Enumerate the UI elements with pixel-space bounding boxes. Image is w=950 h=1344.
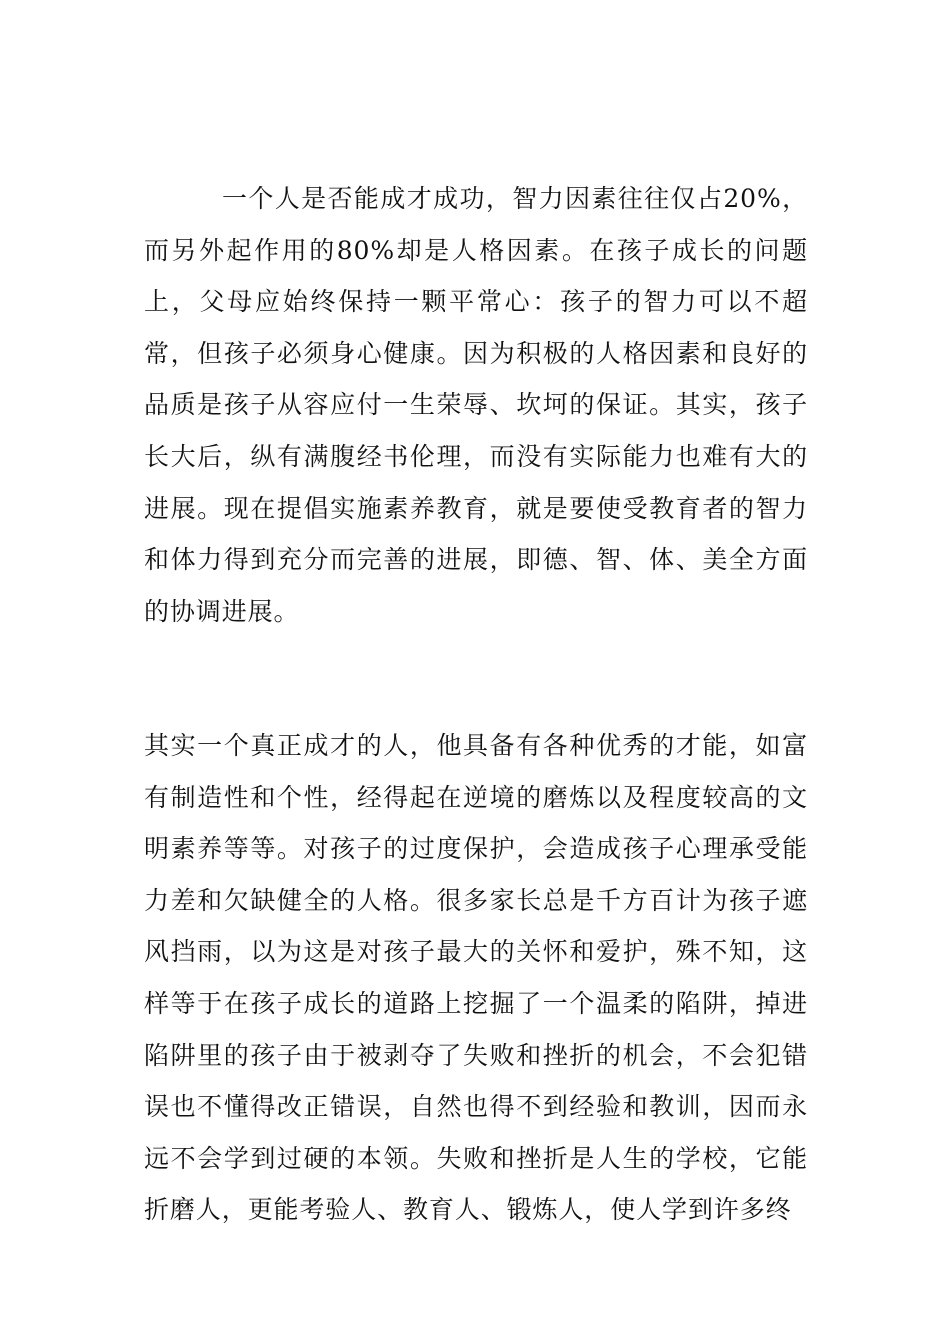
paragraph-overprotection: 其实一个真正成才的人，他具备有各种优秀的才能，如富有制造性和个性，经得起在逆境的磨炼以及程度较高的文明素养等等。对孩子的过度保护，会造成孩子心理承受能力差和欠缺健全的人格。很多家长总是千方百计为孩子遮风挡雨，以为这是对孩子最大的关怀和爱护，殊不知，这样等于在孩子成长的道路上挖掘了一个温柔的陷阱，掉进陷阱里的孩子由于被剥夺了失败和挫折的机会，不会犯错误也不懂得改正错误，自然也得不到经验和教训，因而永远不会学到过硬的本领。失败和挫折是人生的学校，它能折磨人，更能考验人、教育人、锻炼人，使人学到许多终 xyxy=(144,731,808,1225)
paragraph-personality-factors: 一个人是否能成才成功，智力因素往往仅占20%，而另外起作用的80%却是人格因素。在孩子成长的问题上，父母应始终保持一颗平常心：孩子的智力可以不超常，但孩子必须身心健康。因为积极的人格因素和良好的品质是孩子从容应付一生荣辱、坎坷的保证。其实，孩子长大后，纵有满腹经书伦理，而没有实际能力也难有大的进展。现在提倡实施素养教育，就是要使受教育者的智力和体力得到充分而完善的进展，即德、智、体、美全方面的协调进展。 xyxy=(144,184,808,626)
